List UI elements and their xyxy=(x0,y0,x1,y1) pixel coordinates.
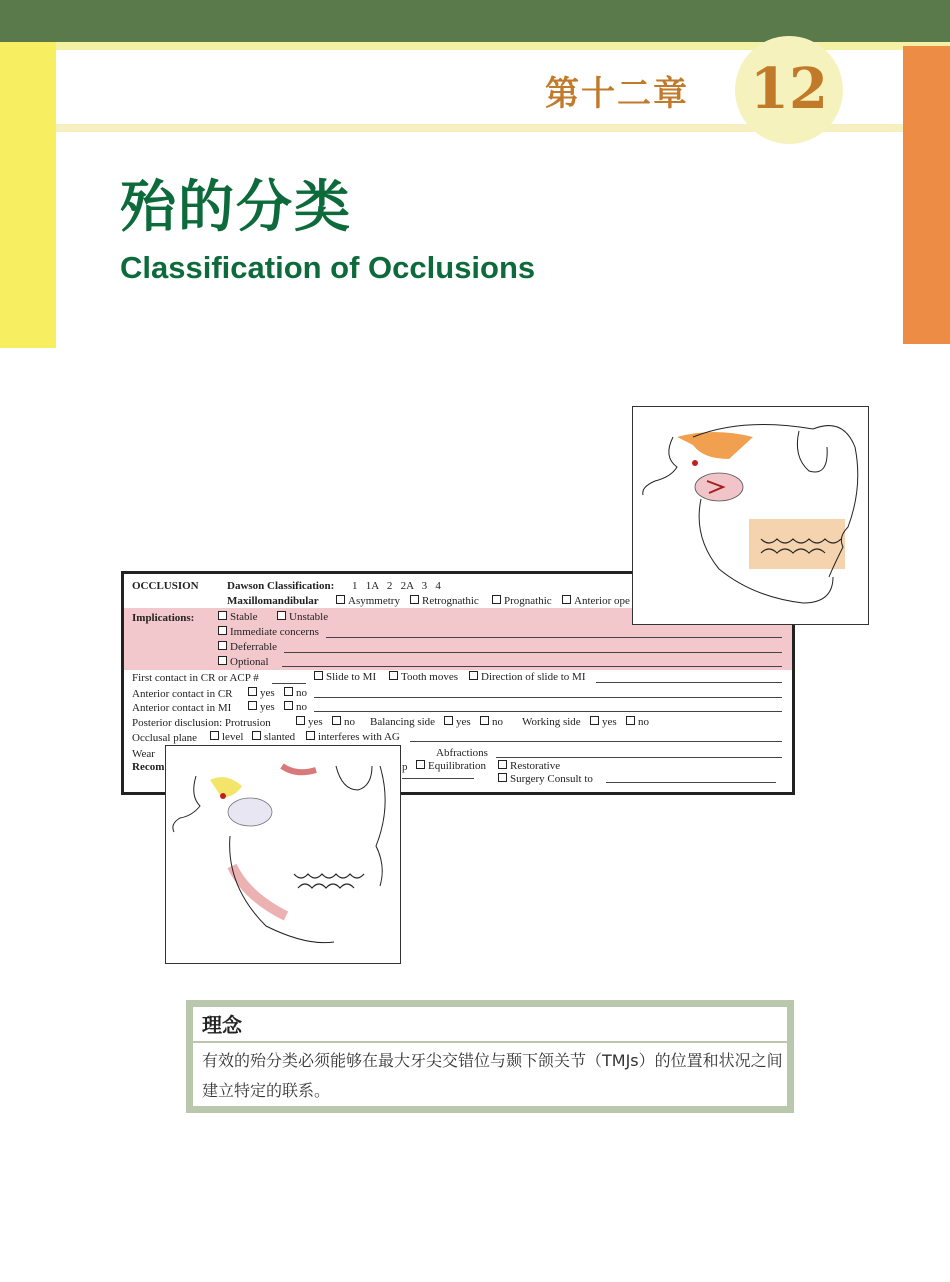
no-option: no xyxy=(284,701,307,714)
no-option: no xyxy=(284,687,307,700)
checkbox[interactable] xyxy=(492,595,501,604)
maxillo-option: Prognathic xyxy=(492,595,552,608)
yes-option: yes xyxy=(248,687,275,700)
field-line xyxy=(272,683,306,684)
right-orange-block xyxy=(903,46,950,344)
no-option: no xyxy=(480,716,503,729)
yes-option: yes xyxy=(248,701,275,714)
balancing-label: Balancing side xyxy=(370,716,436,728)
checkbox[interactable] xyxy=(284,701,293,710)
skull-drawing xyxy=(633,407,868,624)
checkbox[interactable] xyxy=(416,760,425,769)
checkbox[interactable] xyxy=(248,687,257,696)
checkbox[interactable] xyxy=(562,595,571,604)
occlusal-plane-label: Occlusal plane xyxy=(132,732,198,744)
recommendation-label: Recom xyxy=(132,761,165,773)
abfractions-label: Abfractions xyxy=(436,747,488,759)
maxillo-option: Anterior ope xyxy=(562,595,630,608)
field-line xyxy=(596,682,782,683)
field-line xyxy=(326,637,782,638)
field-line xyxy=(314,711,782,712)
checkbox[interactable] xyxy=(284,687,293,696)
dawson-values: 1 1A 2 2A 3 4 xyxy=(352,580,441,592)
level-option: level xyxy=(210,731,243,744)
checkbox[interactable] xyxy=(314,671,323,680)
restorative-option: Restorative xyxy=(498,760,560,773)
yes-option: yes xyxy=(444,716,471,729)
skull-drawing xyxy=(166,746,400,963)
no-option: no xyxy=(332,716,355,729)
top-green-band xyxy=(0,0,950,42)
maxillo-label: Maxillomandibular xyxy=(227,595,319,607)
checkbox[interactable] xyxy=(218,626,227,635)
checkbox[interactable] xyxy=(218,656,227,665)
maxillo-option: Retrognathic xyxy=(410,595,479,608)
checkbox[interactable] xyxy=(410,595,419,604)
tooth-moves-option: Tooth moves xyxy=(389,671,458,684)
checkbox[interactable] xyxy=(210,731,219,740)
checkbox[interactable] xyxy=(306,731,315,740)
checkbox[interactable] xyxy=(332,716,341,725)
skull-illustration-left xyxy=(165,745,401,964)
checkbox[interactable] xyxy=(277,611,286,620)
yes-option: yes xyxy=(296,716,323,729)
working-label: Working side xyxy=(522,716,581,728)
checkbox[interactable] xyxy=(248,701,257,710)
optional-option: Optional xyxy=(218,656,269,669)
checkbox[interactable] xyxy=(626,716,635,725)
skull-illustration-right xyxy=(632,406,869,625)
checkbox[interactable] xyxy=(469,671,478,680)
checkbox[interactable] xyxy=(218,641,227,650)
direction-option: Direction of slide to MI xyxy=(469,671,585,684)
equilibration-option: Equilibration xyxy=(416,760,486,773)
philosophy-text: 有效的殆分类必须能够在最大牙尖交错位与颞下颌关节（TMJs）的位置和状况之间建立特定的联系。 xyxy=(202,1051,783,1100)
checkbox[interactable] xyxy=(336,595,345,604)
checkbox[interactable] xyxy=(498,773,507,782)
anterior-mi-label: Anterior contact in MI xyxy=(132,702,232,714)
philosophy-title: 理念 xyxy=(202,1013,242,1037)
maxillo-option: Asymmetry xyxy=(336,595,400,608)
checkbox[interactable] xyxy=(444,716,453,725)
page-title-en: Classification of Occlusions xyxy=(120,250,536,285)
first-contact-label: First contact in CR or ACP # xyxy=(132,672,259,684)
field-line xyxy=(282,666,782,667)
unstable-option: Unstable xyxy=(277,611,328,624)
checkbox[interactable] xyxy=(296,716,305,725)
checkbox[interactable] xyxy=(480,716,489,725)
field-line xyxy=(284,652,782,653)
stable-option: Stable xyxy=(218,611,258,624)
immediate-option: Immediate concerns xyxy=(218,626,319,639)
p-fragment: p xyxy=(402,761,408,773)
page-title-zh: 殆的分类 xyxy=(120,175,352,240)
checkbox[interactable] xyxy=(590,716,599,725)
deferrable-option: Deferrable xyxy=(218,641,277,654)
checkbox[interactable] xyxy=(252,731,261,740)
checkbox[interactable] xyxy=(218,611,227,620)
philosophy-header xyxy=(193,1007,787,1041)
field-line xyxy=(606,782,776,783)
yes-option: yes xyxy=(590,716,617,729)
surgery-option: Surgery Consult to xyxy=(498,773,593,786)
dawson-label: Dawson Classification: xyxy=(227,580,335,592)
chapter-number: 12 xyxy=(750,56,828,122)
implications-label: Implications: xyxy=(132,612,195,624)
field-line xyxy=(314,697,782,698)
wear-label: Wear xyxy=(132,748,155,760)
field-line xyxy=(410,741,782,742)
checkbox[interactable] xyxy=(389,671,398,680)
no-option: no xyxy=(626,716,649,729)
posterior-label: Posterior disclusion: Protrusion xyxy=(132,717,271,729)
slide-option: Slide to MI xyxy=(314,671,376,684)
occlusion-label: OCCLUSION xyxy=(132,580,199,592)
slanted-option: slanted xyxy=(252,731,295,744)
chapter-label: 第十二章 xyxy=(545,74,689,114)
field-line xyxy=(402,778,474,779)
field-line xyxy=(496,757,782,758)
checkbox[interactable] xyxy=(498,760,507,769)
left-yellow-block xyxy=(0,42,56,348)
anterior-cr-label: Anterior contact in CR xyxy=(132,688,233,700)
interferes-option: interferes with AG xyxy=(306,731,400,744)
